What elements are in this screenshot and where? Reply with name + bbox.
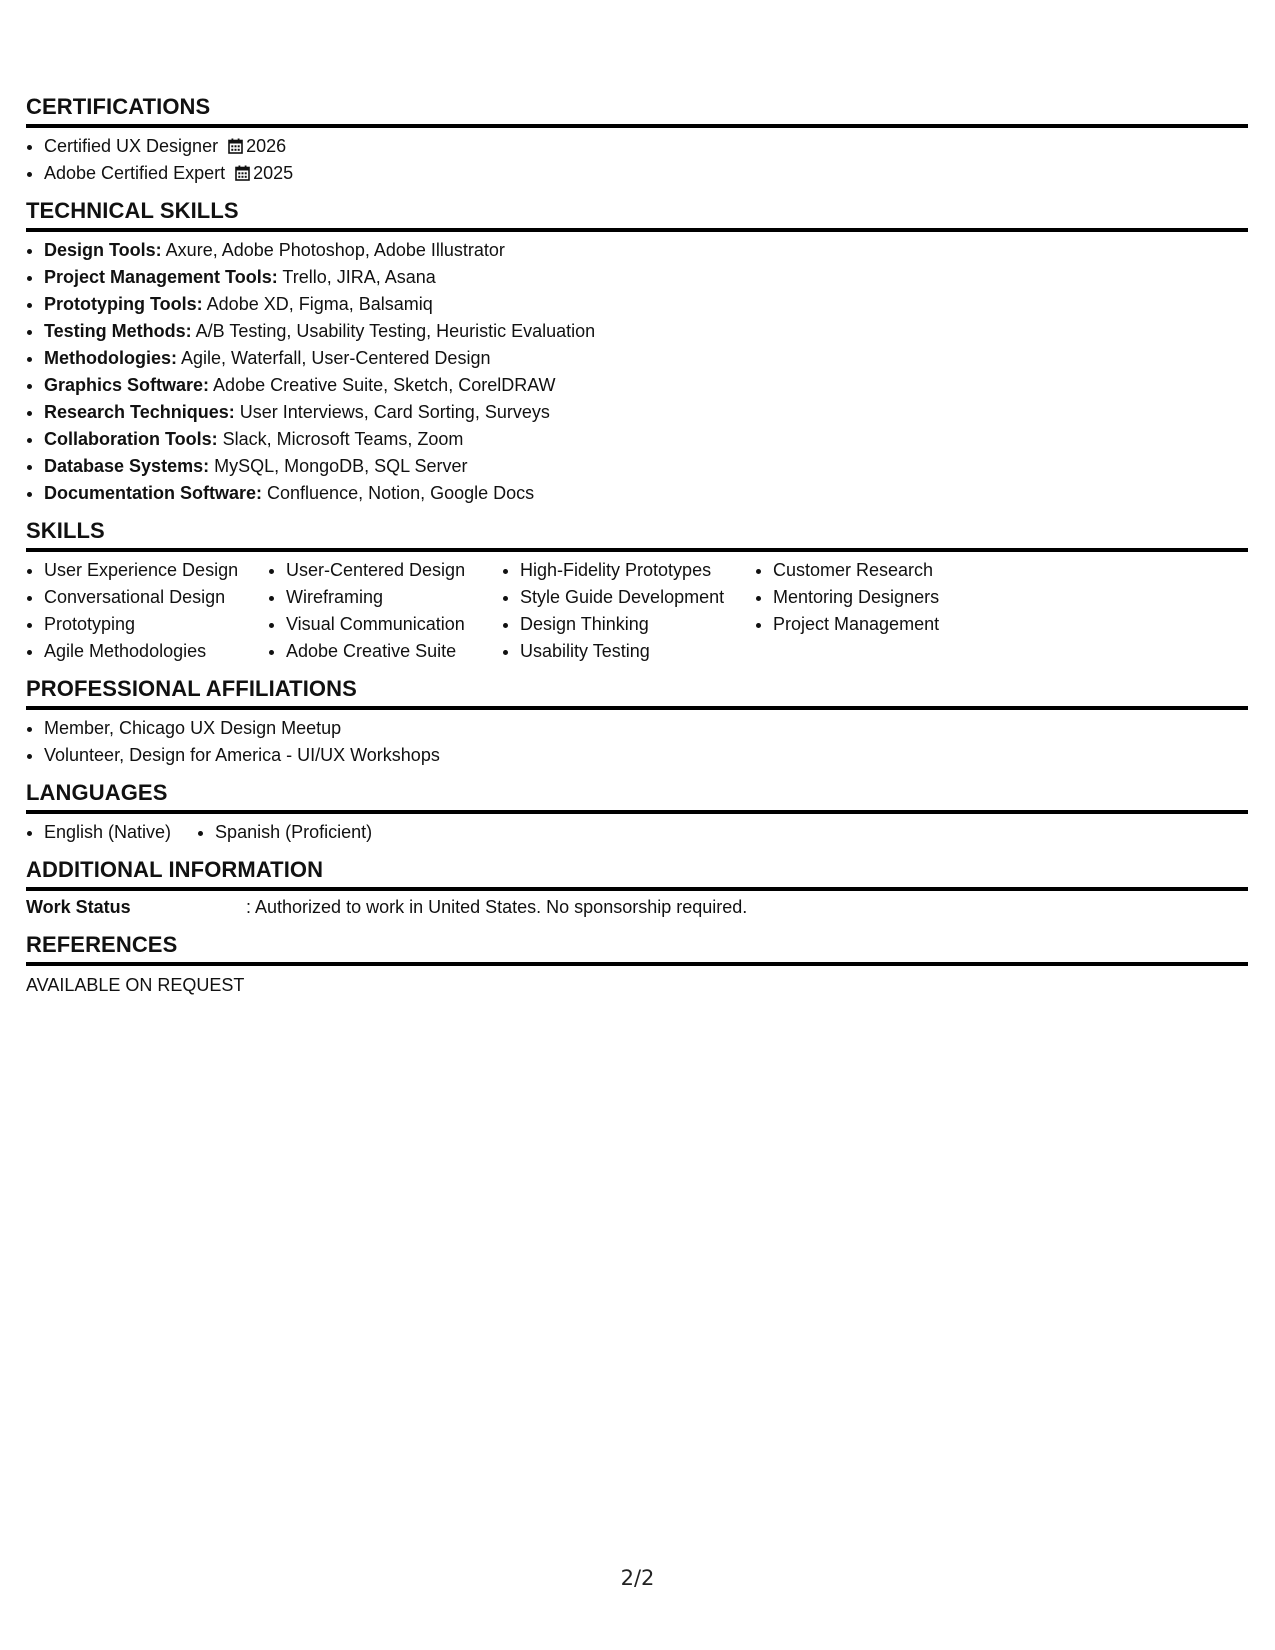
- technical-skill-value: A/B Testing, Usability Testing, Heuristic Evaluation: [191, 321, 596, 341]
- skills-heading: SKILLS: [26, 518, 1248, 552]
- certification-item: [44, 160, 1248, 187]
- skill-item: • High-Fidelity Prototypes: [520, 557, 755, 584]
- skill-item: • Wireframing: [286, 584, 502, 611]
- certifications-section: [26, 94, 1248, 187]
- page-number: 2/2: [620, 1566, 655, 1590]
- skills-grid: [26, 557, 1248, 665]
- technical-skill-value: Confluence, Notion, Google Docs: [262, 483, 535, 503]
- languages-list: [26, 819, 1248, 846]
- references-heading: REFERENCES: [26, 932, 1248, 966]
- technical-skill-item: [44, 453, 1248, 480]
- calendar-icon: [235, 165, 250, 181]
- skill-item: • Usability Testing: [520, 638, 755, 665]
- skill-item: • Conversational Design: [44, 584, 268, 611]
- skill-item: • Visual Communication: [286, 611, 502, 638]
- additional-info-heading: ADDITIONAL INFORMATION: [26, 857, 1248, 891]
- resume-page: [26, 94, 1248, 1010]
- skill-item: • Prototyping: [44, 611, 268, 638]
- technical-skills-list: [26, 237, 1248, 507]
- technical-skill-value: Adobe XD, Figma, Balsamiq: [202, 294, 433, 314]
- technical-skill-value: MySQL, MongoDB, SQL Server: [209, 456, 468, 476]
- skill-item: • Customer Research: [773, 557, 1015, 584]
- skill-item: • Design Thinking: [520, 611, 755, 638]
- certification-year: 2026: [246, 136, 287, 156]
- certification-item: [44, 133, 1248, 160]
- technical-skill-value: User Interviews, Card Sorting, Surveys: [234, 402, 550, 422]
- technical-skill-label: Graphics Software:: [44, 375, 210, 395]
- technical-skill-value: Axure, Adobe Photoshop, Adobe Illustrator: [161, 240, 505, 260]
- technical-skill-item: [44, 372, 1248, 399]
- technical-skill-label: Database Systems:: [44, 456, 210, 476]
- technical-skill-label: Prototyping Tools:: [44, 294, 203, 314]
- skill-item: • Adobe Creative Suite: [286, 638, 502, 665]
- certifications-list: [26, 133, 1248, 187]
- affiliations-heading: PROFESSIONAL AFFILIATIONS: [26, 676, 1248, 710]
- skills-column: [502, 557, 755, 665]
- technical-skill-value: Agile, Waterfall, User-Centered Design: [177, 348, 491, 368]
- technical-skill-label: Research Techniques:: [44, 402, 235, 422]
- affiliation-item: • Member, Chicago UX Design Meetup: [44, 715, 1248, 742]
- technical-skill-value: Adobe Creative Suite, Sketch, CorelDRAW: [209, 375, 556, 395]
- skill-item: • Mentoring Designers: [773, 584, 1015, 611]
- technical-skill-item: [44, 426, 1248, 453]
- references-text: AVAILABLE ON REQUEST: [26, 975, 245, 995]
- references-section: [26, 932, 1248, 999]
- languages-heading: LANGUAGES: [26, 780, 1248, 814]
- additional-info-section: [26, 857, 1248, 921]
- work-status-value: : Authorized to work in United States. No sponsorship required.: [246, 897, 748, 917]
- skill-item: • User-Centered Design: [286, 557, 502, 584]
- certifications-heading: CERTIFICATIONS: [26, 94, 1248, 128]
- skill-item: • User Experience Design: [44, 557, 268, 584]
- technical-skills-section: [26, 198, 1248, 507]
- affiliation-item: • Volunteer, Design for America - UI/UX Workshops: [44, 742, 1248, 769]
- work-status-row: [26, 894, 1248, 921]
- calendar-icon: [228, 138, 243, 154]
- skill-item: • Style Guide Development: [520, 584, 755, 611]
- certification-year: 2025: [253, 163, 294, 183]
- skills-column: [755, 557, 1015, 665]
- technical-skill-item: [44, 291, 1248, 318]
- skill-item: • Project Management: [773, 611, 1015, 638]
- technical-skill-label: Testing Methods:: [44, 321, 192, 341]
- skills-column: [26, 557, 268, 665]
- certification-name: Certified UX Designer: [44, 136, 219, 156]
- certification-name: Adobe Certified Expert: [44, 163, 226, 183]
- skills-column: [268, 557, 502, 665]
- skill-item: • Agile Methodologies: [44, 638, 268, 665]
- technical-skill-label: Project Management Tools:: [44, 267, 278, 287]
- technical-skill-label: Documentation Software:: [44, 483, 263, 503]
- technical-skill-item: [44, 345, 1248, 372]
- language-item: • Spanish (Proficient): [215, 819, 372, 846]
- technical-skill-label: Collaboration Tools:: [44, 429, 218, 449]
- technical-skill-value: Slack, Microsoft Teams, Zoom: [217, 429, 464, 449]
- technical-skill-item: [44, 399, 1248, 426]
- affiliations-section: [26, 676, 1248, 769]
- technical-skill-item: [44, 264, 1248, 291]
- language-item: • English (Native): [44, 819, 171, 846]
- technical-skill-item: [44, 237, 1248, 264]
- technical-skill-item: [44, 318, 1248, 345]
- work-status-label: Work Status: [26, 897, 131, 917]
- languages-section: [26, 780, 1248, 846]
- skills-section: [26, 518, 1248, 665]
- technical-skill-label: Methodologies:: [44, 348, 177, 368]
- technical-skill-item: [44, 480, 1248, 507]
- technical-skill-label: Design Tools:: [44, 240, 162, 260]
- technical-skill-value: Trello, JIRA, Asana: [277, 267, 436, 287]
- affiliations-list: [26, 715, 1248, 769]
- technical-skills-heading: TECHNICAL SKILLS: [26, 198, 1248, 232]
